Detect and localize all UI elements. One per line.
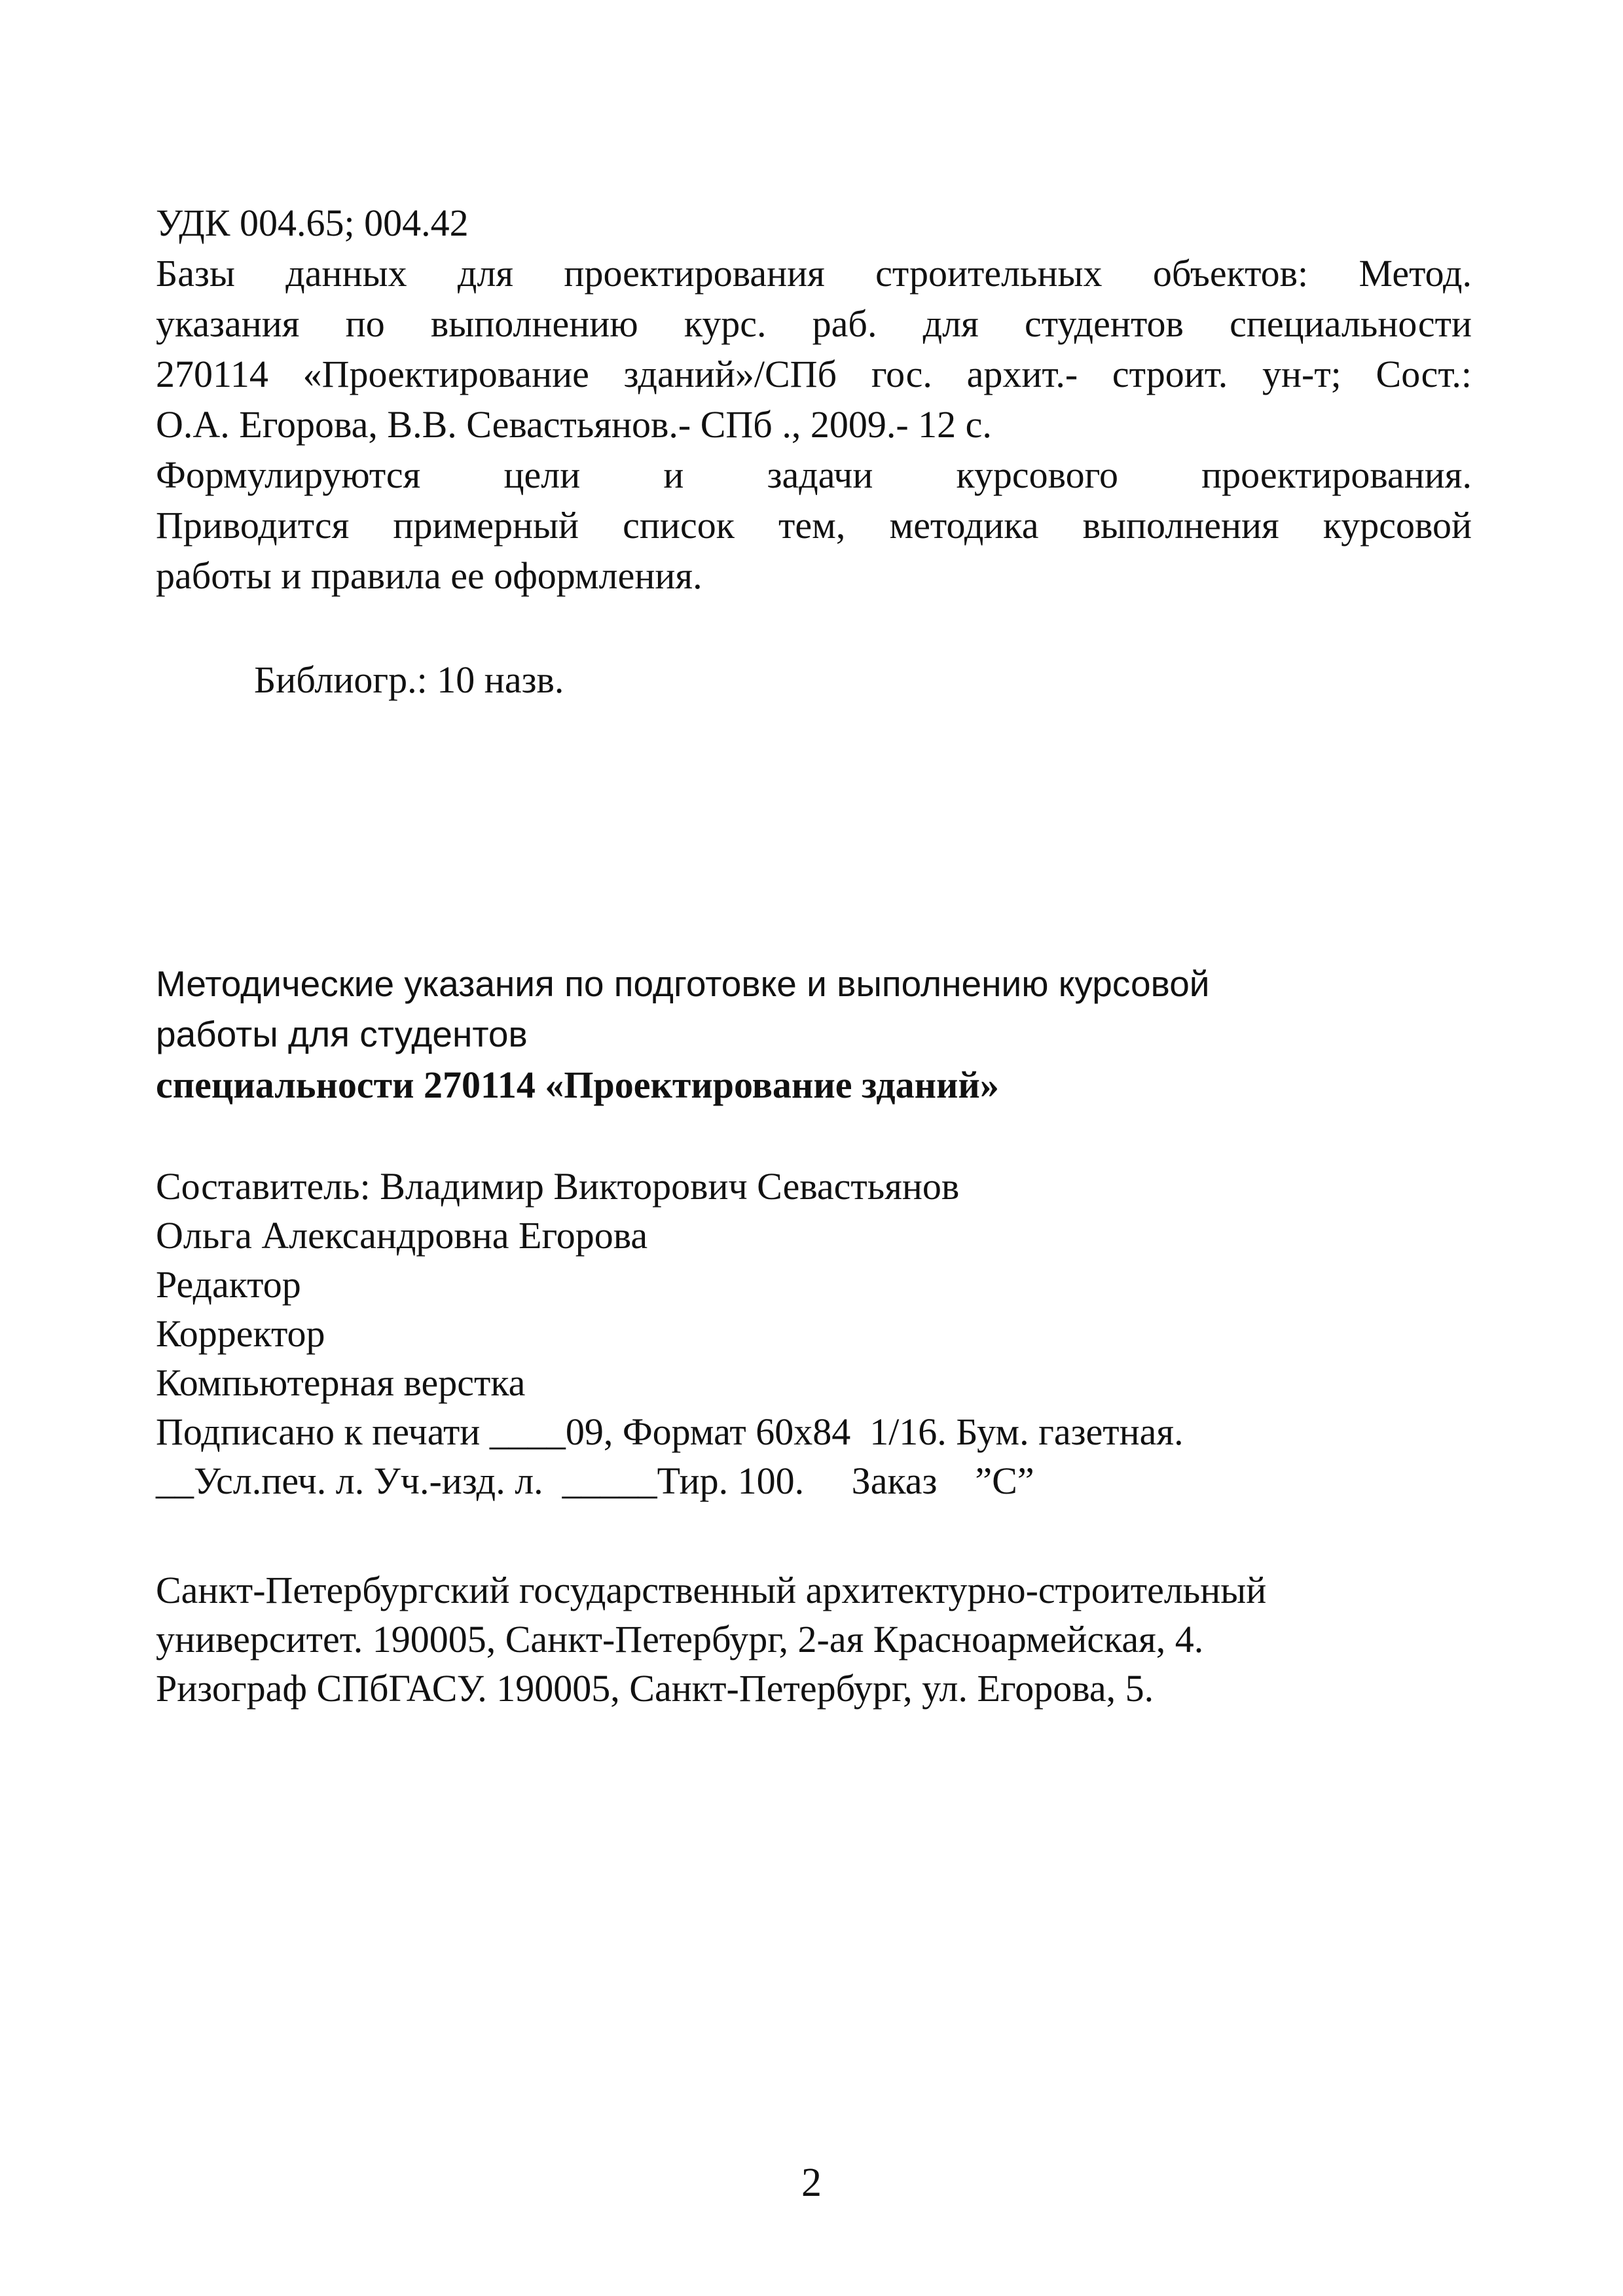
- credit-proofreader: Корректор: [156, 1312, 325, 1355]
- publisher-line: Санкт-Петербургский государственный архитектурно-строительный: [156, 1569, 1267, 1611]
- colophon-title: [156, 959, 1472, 1110]
- credit-compiler: Ольга Александровна Егорова: [156, 1214, 648, 1257]
- credit-editor: Редактор: [156, 1263, 301, 1306]
- publisher-line: университет. 190005, Санкт-Петербург, 2-ая Красноармейская, 4.: [156, 1618, 1204, 1660]
- udk-code: УДК 004.65; 004.42: [156, 202, 469, 244]
- credit-layout: Компьютерная верстка: [156, 1361, 526, 1404]
- colophon-title-line: работы для студентов: [156, 1014, 528, 1054]
- page-number: 2: [801, 2161, 822, 2205]
- annotation-block: [156, 198, 1472, 601]
- publisher-block: [156, 1566, 1472, 1713]
- credit-compiler: Составитель: Владимир Викторович Севастьянов: [156, 1165, 960, 1208]
- bibliography-note: Библиогр.: 10 назв.: [254, 658, 564, 701]
- credits-block: [156, 1162, 1472, 1505]
- annotation-line: 270114 «Проектирование зданий»/СПб гос. архит.- строит. ун-т; Сост.:: [156, 353, 1472, 395]
- annotation-line: указания по выполнению курс. раб. для студентов специальности: [156, 302, 1472, 345]
- annotation-line: О.А. Егорова, В.В. Севастьянов.- СПб ., 2009.- 12 с.: [156, 403, 992, 446]
- annotation-line: Базы данных для проектирования строительных объектов: Метод.: [156, 252, 1472, 295]
- print-details: __Усл.печ. л. Уч.-изд. л. _____Тир. 100. Заказ ”С”: [156, 1460, 1034, 1502]
- print-details: Подписано к печати ____09, Формат 60x84 1/16. Бум. газетная.: [156, 1410, 1184, 1453]
- summary-line: Формулируются цели и задачи курсового проектирования.: [156, 454, 1472, 496]
- colophon-title-line: Методические указания по подготовке и выполнению курсовой: [156, 963, 1210, 1004]
- summary-line: работы и правила ее оформления.: [156, 554, 702, 597]
- colophon-specialty: специальности 270114 «Проектирование зданий»: [156, 1064, 999, 1106]
- publisher-line: Ризограф СПбГАСУ. 190005, Санкт-Петербург, ул. Егорова, 5.: [156, 1667, 1154, 1710]
- summary-line: Приводится примерный список тем, методика выполнения курсовой: [156, 504, 1472, 547]
